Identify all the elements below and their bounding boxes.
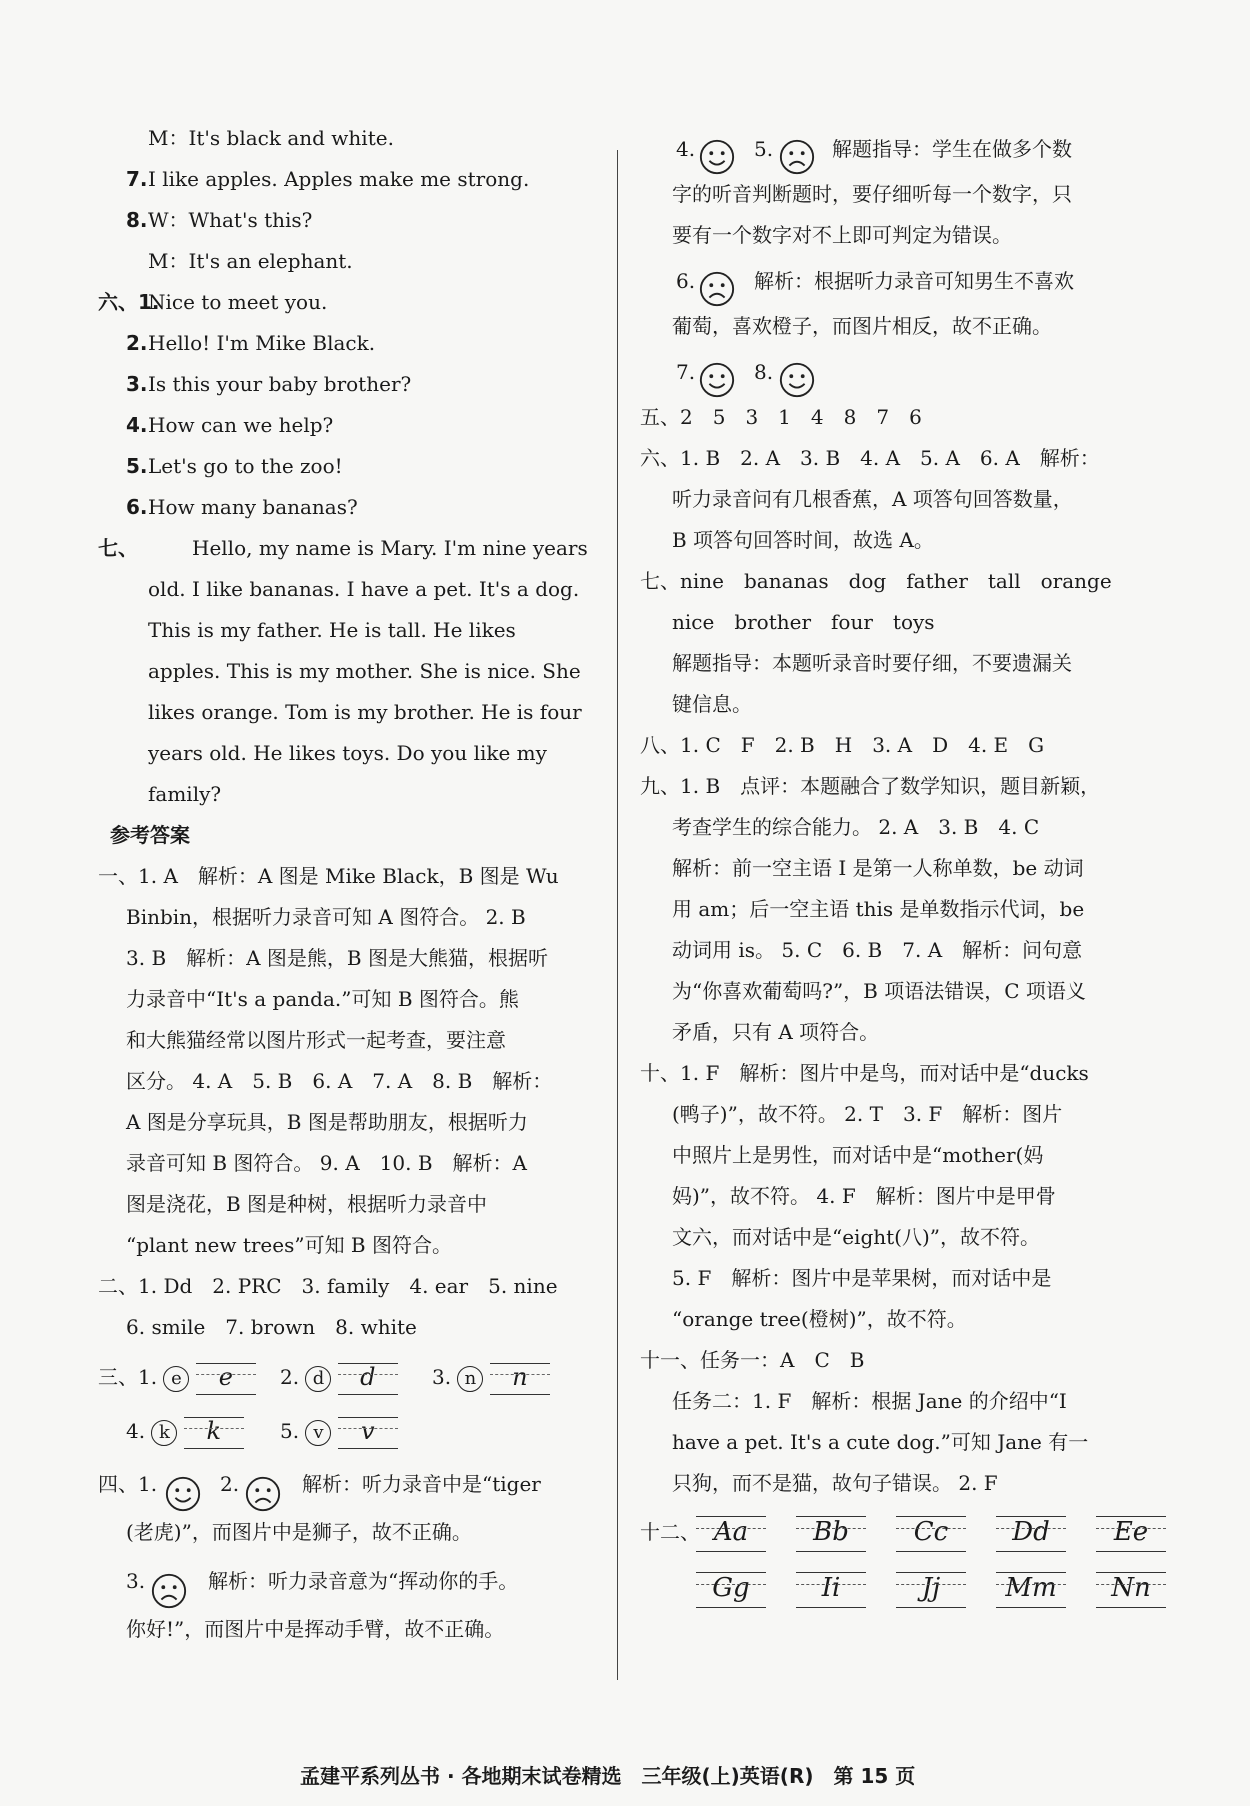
text-line: apples. This is my mother. She is nice. She [148,659,581,683]
answer-line: 为“你喜欢葡萄吗?”，B 项语法错误，C 项语义 [672,979,1086,1003]
text-line: M：It's an elephant. [148,249,353,273]
text-line: 6. 解析：根据听力录音可知男生不喜欢 [636,256,1136,306]
handwritten-letter: Gg [696,1572,766,1608]
handwriting-row [636,1560,1151,1616]
answer-line: 力录音中“It's a panda.”可知 B 图符合。熊 [126,987,519,1011]
handwritten-letter: Cc [896,1516,966,1552]
answer-line: Binbin，根据听力录音可知 A 图符合。 2. B [126,905,526,929]
text-line: 要有一个数字对不上即可判定为错误。 [672,223,1012,247]
smiley-happy-icon [778,353,816,403]
page-footer: 孟建平系列丛书 · 各地期末试卷精选 三年级(上)英语(R) 第 15 页 [300,1764,916,1788]
handwriting-letters [696,1560,1196,1616]
answer-line: 考查学生的综合能力。 2. A 3. B 4. C [672,815,1040,839]
letter-item: 三、1. e e [98,1348,256,1406]
text-line: 3. Is this your baby brother? [126,372,412,396]
answers-title: 参考答案 [110,823,190,847]
answer-line: 妈)”，故不符。 4. F 解析：图片中是甲骨 [672,1184,1056,1208]
handwritten-letter: Ee [1096,1516,1166,1552]
section-4-line: (老虎)”，而图片中是狮子，故不正确。 [126,1520,472,1544]
answer-line: 区分。 4. A 5. B 6. A 7. A 8. B 解析： [126,1069,553,1093]
answer-line: (鸭子)”，故不符。 2. T 3. F 解析：图片 [672,1102,1063,1126]
handwritten-letter: Aa [696,1516,766,1552]
text-line: This is my father. He is tall. He likes [148,618,516,642]
smiley-sad-icon [698,262,736,312]
answer-line: 中照片上是男性，而对话中是“mother(妈 [672,1143,1044,1167]
circled-letter: n [457,1366,483,1392]
answer-line: 五、2 5 3 1 4 8 7 6 [640,405,922,429]
answer-line: 解题指导：本题听录音时要仔细，不要遗漏关 [672,651,1072,675]
answer-line: 文六，而对话中是“eight(八)”，故不符。 [672,1225,1041,1249]
text-line: 2. Hello! I'm Mike Black. [126,331,376,355]
answer-line: 二、1. Dd 2. PRC 3. family 4. ear 5. nine [98,1274,558,1298]
answer-line: 十、1. F 解析：图片中是鸟，而对话中是“ducks [640,1061,1089,1085]
text-line: family? [148,782,222,806]
letter-item: 3. n n [432,1348,550,1406]
answer-line: 九、1. B 点评：本题融合了数学知识，题目新颖， [640,774,1101,798]
answer-line: 3. B 解析：A 图是熊，B 图是大熊猫，根据听 [126,946,548,970]
right-column [636,124,1151,1616]
answer-line: 6. smile 7. brown 8. white [126,1315,417,1339]
handwriting-row: 十二、 Aa Bb Cc Dd Ee [636,1504,1136,1560]
written-letter: k [184,1417,244,1449]
letter-item: 2. d d [280,1348,398,1406]
left-column [98,118,600,1650]
circled-letter: d [305,1366,331,1392]
answer-line: 录音可知 B 图符合。 9. A 10. B 解析：A [126,1151,527,1175]
letter-item: 5. v v [280,1406,398,1456]
text-line: 7. I like apples. Apples make me strong. [126,167,530,191]
text-line: 5. Let's go to the zoo! [126,454,343,478]
handwritten-letter: Mm [996,1572,1066,1608]
circled-letter: e [163,1366,189,1392]
answer-line: “orange tree(橙树)”，故不符。 [672,1307,967,1331]
answer-line: A 图是分享玩具，B 图是帮助朋友，根据听力 [126,1110,528,1134]
text-line: 葡萄，喜欢橙子，而图片相反，故不正确。 [672,314,1052,338]
text-line: 六、1. Nice to meet you. [98,290,328,314]
handwriting-letters [696,1504,1196,1560]
circled-letter: k [151,1420,177,1446]
answer-line: have a pet. It's a cute dog.”可知 Jane 有一 [672,1430,1089,1454]
answer-line: 用 am；后一空主语 this 是单数指示代词，be [672,897,1085,921]
smiley-happy-icon [698,353,736,403]
column-divider [617,150,618,1680]
text-line: likes orange. Tom is my brother. He is four [148,700,582,724]
answer-line: 听力录音问有几根香蕉，A 项答句回答数量， [672,487,1073,511]
section-4-line: 四、1. 2. 解析：听力录音中是“tiger [112,1456,600,1512]
answer-line: 七、nine bananas dog father tall orange [640,569,1112,593]
answer-line: 一、1. A 解析：A 图是 Mike Black，B 图是 Wu [98,864,559,888]
handwritten-letter: Nn [1096,1572,1166,1608]
answer-line: 图是浇花，B 图是种树，根据听力录音中 [126,1192,488,1216]
written-letter: n [490,1363,550,1395]
answer-line: 和大熊猫经常以图片形式一起考查，要注意 [126,1028,506,1052]
text-line: 4. 5. 解题指导：学生在做多个数 [636,124,1136,174]
circled-letter: v [305,1420,331,1446]
text-line: 七、 Hello, my name is Mary. I'm nine years [98,536,588,560]
handwritten-letter: Jj [896,1572,966,1608]
answer-line: “plant new trees”可知 B 图符合。 [126,1233,452,1257]
answer-line: 八、1. C F 2. B H 3. A D 4. E G [640,733,1045,757]
text-line: 4. How can we help? [126,413,334,437]
answer-line: 十一、任务一：A C B [640,1348,865,1372]
answer-line: 键信息。 [672,692,752,716]
letter-item: 4. k k [126,1406,244,1456]
text-line: 8. W：What's this? [126,208,313,232]
smiley-sad-icon [778,130,816,180]
answer-line: 动词用 is。 5. C 6. B 7. A 解析：问句意 [672,938,1083,962]
answer-line: nice brother four toys [672,610,935,634]
answer-line: 六、1. B 2. A 3. B 4. A 5. A 6. A 解析： [640,446,1100,470]
answer-line: 5. F 解析：图片中是苹果树，而对话中是 [672,1266,1052,1290]
handwritten-letter: Bb [796,1516,866,1552]
section-4-line: 3. 解析：听力录音意为“挥动你的手。 [112,1553,600,1609]
answer-line: 解析：前一空主语 I 是第一人称单数，be 动词 [672,856,1084,880]
text-line: 6. How many bananas? [126,495,358,519]
written-letter: e [196,1363,256,1395]
text-line: 字的听音判断题时，要仔细听每一个数字，只 [672,182,1072,206]
handwritten-letter: Dd [996,1516,1066,1552]
answer-line: B 项答句回答时间，故选 A。 [672,528,934,552]
written-letter: v [338,1417,398,1449]
letter-row [112,1406,600,1456]
answer-line: 矛盾，只有 A 项符合。 [672,1020,880,1044]
written-letter: d [338,1363,398,1395]
smiley-happy-icon [698,130,736,180]
handwritten-letter: Ii [796,1572,866,1608]
section-4-line: 你好!”，而图片中是挥动手臂，故不正确。 [126,1617,505,1641]
answer-line: 任务二：1. F 解析：根据 Jane 的介绍中“I [672,1389,1067,1413]
text-line: years old. He likes toys. Do you like my [148,741,547,765]
answer-line: 只狗，而不是猫，故句子错误。 2. F [672,1471,998,1495]
text-line: M：It's black and white. [148,126,394,150]
text-line: old. I like bananas. I have a pet. It's a dog. [148,577,580,601]
letter-row [98,1348,600,1406]
text-line: 7. 8. [636,347,1136,397]
